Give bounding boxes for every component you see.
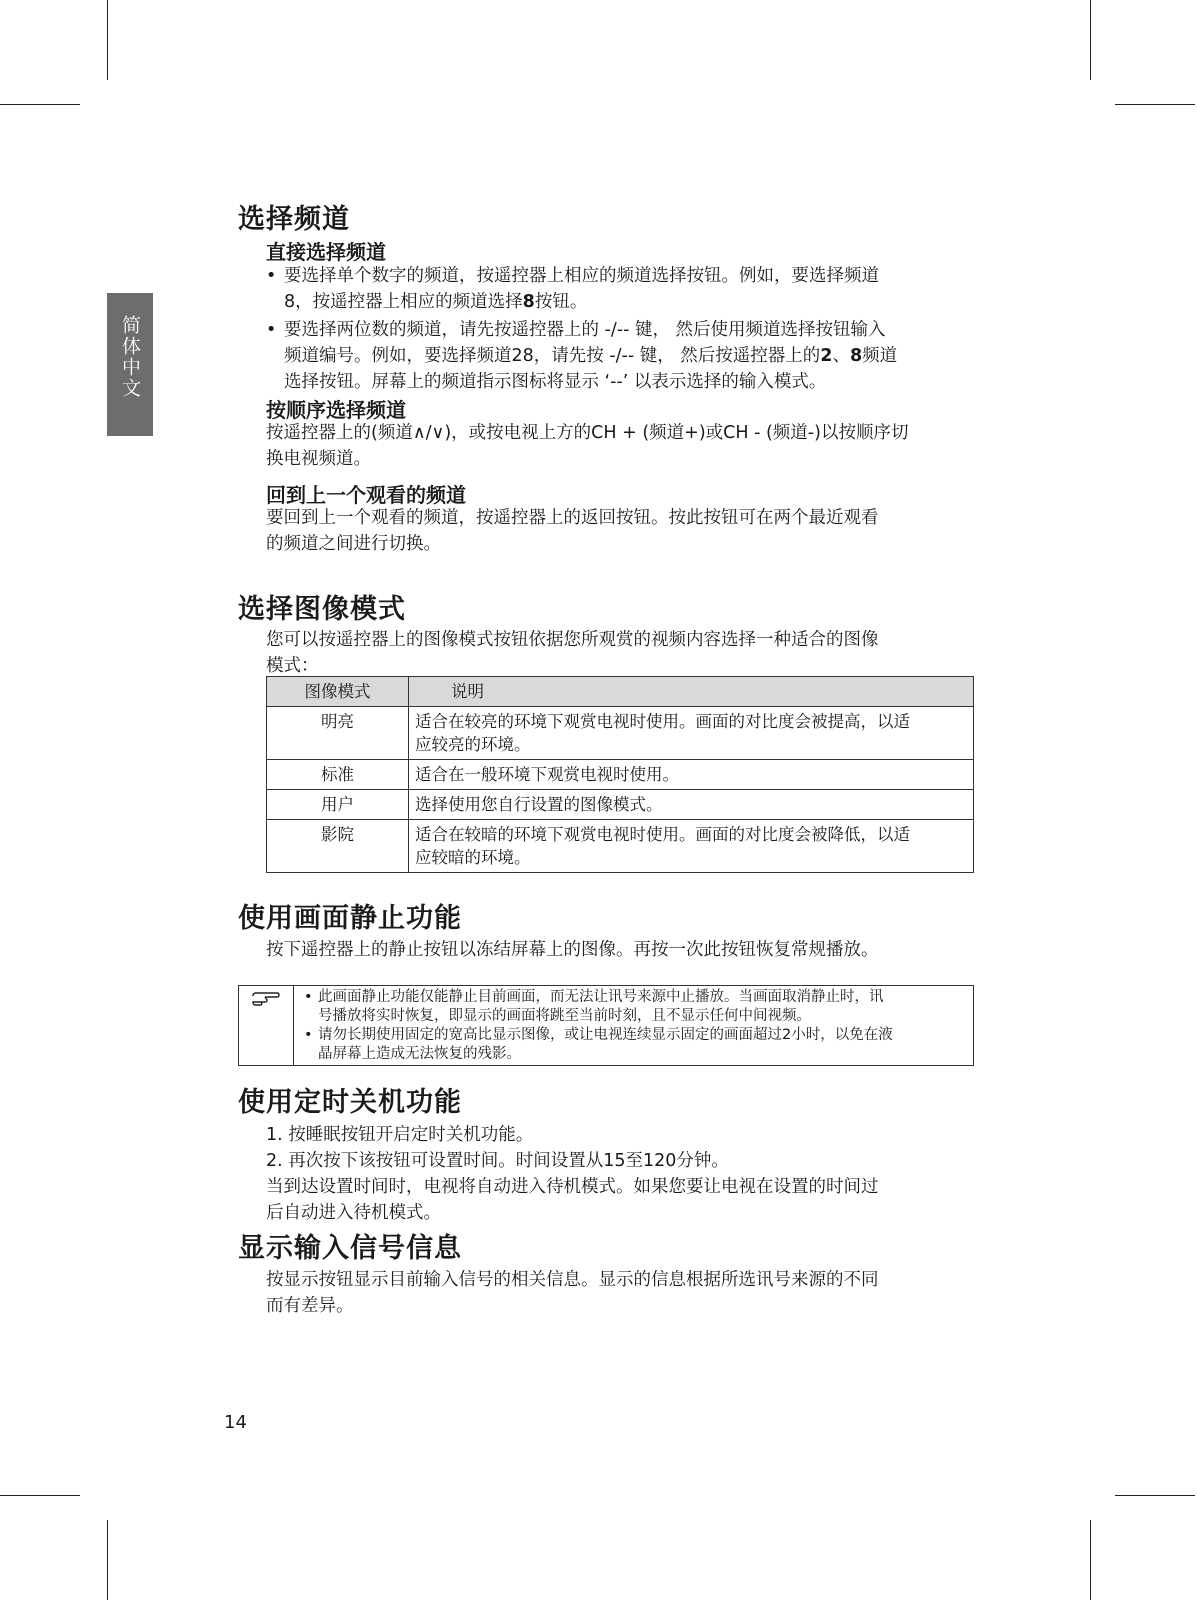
note-icon-cell [239,986,294,1065]
paragraph: 要回到上一个观看的频道，按遥控器上的返回按钮。按此按钮可在两个最近观看 的频道之间进行切换。 [266,508,879,554]
section-title-info: 显示输入信号信息 [238,1233,462,1264]
note-box [238,985,974,1066]
column-header: 图像模式 [267,677,409,707]
crop-mark [107,0,108,80]
paragraph: 按下遥控器上的静止按钮以冻结屏幕上的图像。再按一次此按钮恢复常规播放。 [266,940,879,960]
paragraph: 按显示按钮显示目前输入信号的相关信息。显示的信息根据所选讯号来源的不同 而有差异。 [266,1270,879,1316]
list-item: • 要选择两位数的频道，请先按遥控器上的 -/-- 键， 然后使用频道选择按钮输入 频道编号。例如，要选择频道28，请先按 -/-- 键， 然后按遥控器上的2、8频道 选择按钮。屏幕上的频道指示图标将显示 ‘--’ 以表示选择的输入模式。 [266,317,986,395]
table-row [267,760,974,790]
table-cell: 适合在一般环境下观赏电视时使用。 [409,760,974,790]
subheading-previous: 回到上一个观看的频道 [266,483,466,507]
table-cell: 标准 [267,760,409,790]
language-label: 简体中文 [119,315,141,399]
column-header: 说明 [409,677,974,707]
list-item: • 此画面静止功能仅能静止目前画面，而无法让讯号来源中止播放。当画面取消静止时，讯 号播放将实时恢复，即显示的画面将跳至当前时刻，且不显示任何中间视频。 [304,988,969,1026]
subheading-direct: 直接选择频道 [266,240,386,264]
table-row [267,790,974,820]
crop-mark [1090,1520,1091,1600]
list-item: • 要选择单个数字的频道，按遥控器上相应的频道选择按钮。例如，要选择频道 8，按遥控器上相应的频道选择8按钮。 [266,263,986,315]
picture-mode-table [266,676,974,873]
table-row [267,707,974,760]
table-cell: 适合在较亮的环境下观赏电视时使用。画面的对比度会被提高，以适 应较亮的环境。 [409,707,974,760]
section-title-freeze: 使用画面静止功能 [238,903,462,934]
table-row [267,820,974,873]
note-body [294,986,973,1065]
crop-mark [0,1495,80,1496]
table-cell: 明亮 [267,707,409,760]
table-cell: 适合在较暗的环境下观赏电视时使用。画面的对比度会被降低，以适 应较暗的环境。 [409,820,974,873]
bullet-list [266,263,986,395]
table-cell: 用户 [267,790,409,820]
crop-mark [1115,104,1195,105]
crop-mark [1115,1495,1195,1496]
table-cell: 影院 [267,820,409,873]
paragraph: 1. 按睡眠按钮开启定时关机功能。 2. 再次按下该按钮可设置时间。时间设置从15至120分钟。 当到达设置时间时，电视将自动进入待机模式。如果您要让电视在设置的时间过 后自动进入待机模式。 [266,1125,879,1223]
crop-mark [1090,0,1091,80]
crop-mark [0,104,80,105]
page-number: 14 [224,1412,247,1433]
section-title-sleep: 使用定时关机功能 [238,1087,462,1118]
list-item: • 请勿长期使用固定的宽高比显示图像，或让电视连续显示固定的画面超过2小时，以免在液 晶屏幕上造成无法恢复的残影。 [304,1026,969,1064]
section-title-picture: 选择图像模式 [238,594,406,625]
paragraph: 按遥控器上的(频道∧/∨)，或按电视上方的CH + (频道+)或CH - (频道-)以按顺序切 换电视频道。 [266,423,909,469]
crop-mark [107,1520,108,1600]
paragraph: 您可以按遥控器上的图像模式按钮依据您所观赏的视频内容选择一种适合的图像 模式： [266,630,879,676]
section-title-channel: 选择频道 [238,204,350,235]
table-cell: 选择使用您自行设置的图像模式。 [409,790,974,820]
pointing-hand-icon [251,990,281,1008]
language-side-tab [107,293,153,436]
table-header-row [267,677,974,707]
subheading-sequence: 按顺序选择频道 [266,398,406,422]
